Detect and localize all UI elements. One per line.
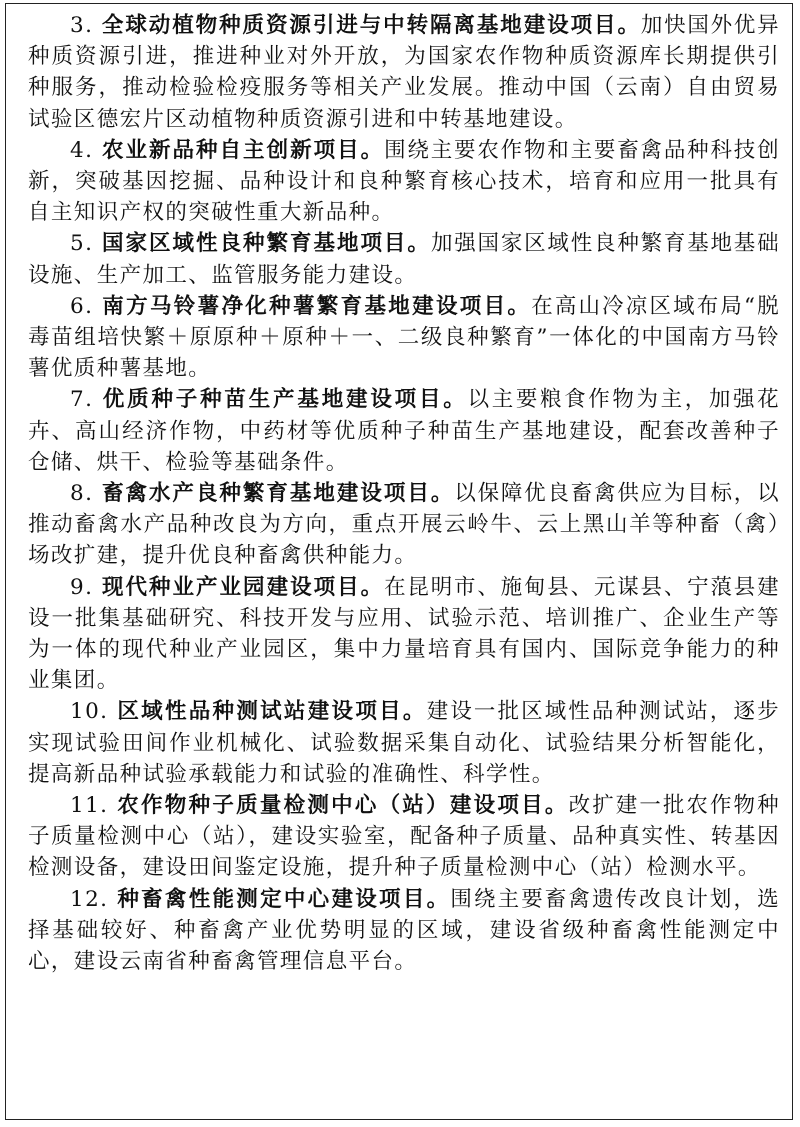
- item-number: 3.: [70, 13, 94, 38]
- document-body: [28, 10, 780, 977]
- item-title: 农作物种子质量检测中心（站）建设项目。: [117, 793, 569, 819]
- item-body: 围绕主要农作物和主要畜禽品种科技创新，突破基因挖掘、品种设计和良种繁育核心技术，培育和应用一批具有自主知识产权的突破性重大新品种。: [28, 137, 781, 226]
- item-title: 畜禽水产良种繁育基地建设项目。: [101, 481, 455, 507]
- item-title: 国家区域性良种繁育基地项目。: [101, 231, 431, 257]
- item-body: 围绕主要畜禽遗传改良计划，选择基础较好、种畜禽产业优势明显的区域，建设省级种畜禽性能测定中心，建设云南省种畜禽管理信息平台。: [28, 886, 781, 975]
- item-number: 4.: [70, 137, 94, 163]
- item-title: 区域性品种测试站建设项目。: [117, 699, 427, 725]
- item-number: 12.: [70, 886, 109, 912]
- item-title: 南方马铃薯净化种薯繁育基地建设项目。: [102, 293, 532, 319]
- item-body: 改扩建一批农作物种子质量检测中心（站），建设实验室，配备种子质量、品种真实性、转基因检测设备，建设田间鉴定设施，提升种子质量检测中心（站）检测水平。: [28, 793, 780, 881]
- item-number: 6.: [70, 293, 94, 319]
- project-item-4: [28, 135, 780, 229]
- item-body: 加快国外优异种质资源引进，推进种业对外开放，为国家农作物种质资源库长期提供引种服务，推动检验检疫服务等相关产业发展。推动中国（云南）自由贸易试验区德宏片区动植物种质资源引进和中转基地建设。: [28, 13, 780, 132]
- item-body: 在高山冷凉区域布局“脱毒苗组培快繁＋原原种＋原种＋一、二级良种繁育”一体化的中国南方马铃薯优质种薯基地。: [28, 293, 780, 382]
- item-number: 9.: [70, 574, 94, 600]
- item-body: 加强国家区域性良种繁育基地基础设施、生产加工、监管服务能力建设。: [28, 231, 780, 288]
- project-item-10: [28, 696, 780, 790]
- project-item-7: [28, 384, 780, 478]
- item-title: 现代种业产业园建设项目。: [101, 574, 385, 600]
- item-number: 5.: [70, 231, 94, 257]
- item-number: 8.: [70, 481, 94, 507]
- item-body: 在昆明市、施甸县、元谋县、宁蒗县建设一批集基础研究、科技开发与应用、试验示范、培训推广、企业生产等为一体的现代种业产业园区，集中力量培育具有国内、国际竞争能力的种业集团。: [28, 574, 781, 694]
- item-title: 种畜禽性能测定中心建设项目。: [117, 886, 451, 912]
- item-body: 建设一批区域性品种测试站，逐步实现试验田间作业机械化、试验数据采集自动化、试验结果分析智能化，提高新品种试验承载能力和试验的准确性、科学性。: [28, 699, 780, 787]
- project-item-12: [28, 884, 780, 978]
- item-number: 7.: [70, 387, 94, 413]
- item-body: 以主要粮食作物为主，加强花卉、高山经济作物，中药材等优质种子种苗生产基地建设，配套改善种子仓储、烘干、检验等基础条件。: [28, 387, 781, 475]
- item-title: 优质种子种苗生产基地建设项目。: [102, 387, 468, 413]
- project-item-6: [28, 291, 780, 385]
- item-number: 11.: [70, 793, 109, 819]
- project-item-5: [28, 228, 780, 290]
- project-item-11: [28, 790, 780, 884]
- item-number: 10.: [70, 699, 109, 725]
- project-item-3: [28, 10, 780, 135]
- item-title: 农业新品种自主创新项目。: [101, 137, 385, 163]
- project-item-9: [28, 572, 780, 697]
- project-item-8: [28, 478, 780, 572]
- item-body: 以保障优良畜禽供应为目标，以推动畜禽水产品种改良为方向，重点开展云岭牛、云上黑山羊等种畜（禽）场改扩建，提升优良种畜禽供种能力。: [28, 481, 780, 569]
- item-title: 全球动植物种质资源引进与中转隔离基地建设项目。: [101, 13, 641, 38]
